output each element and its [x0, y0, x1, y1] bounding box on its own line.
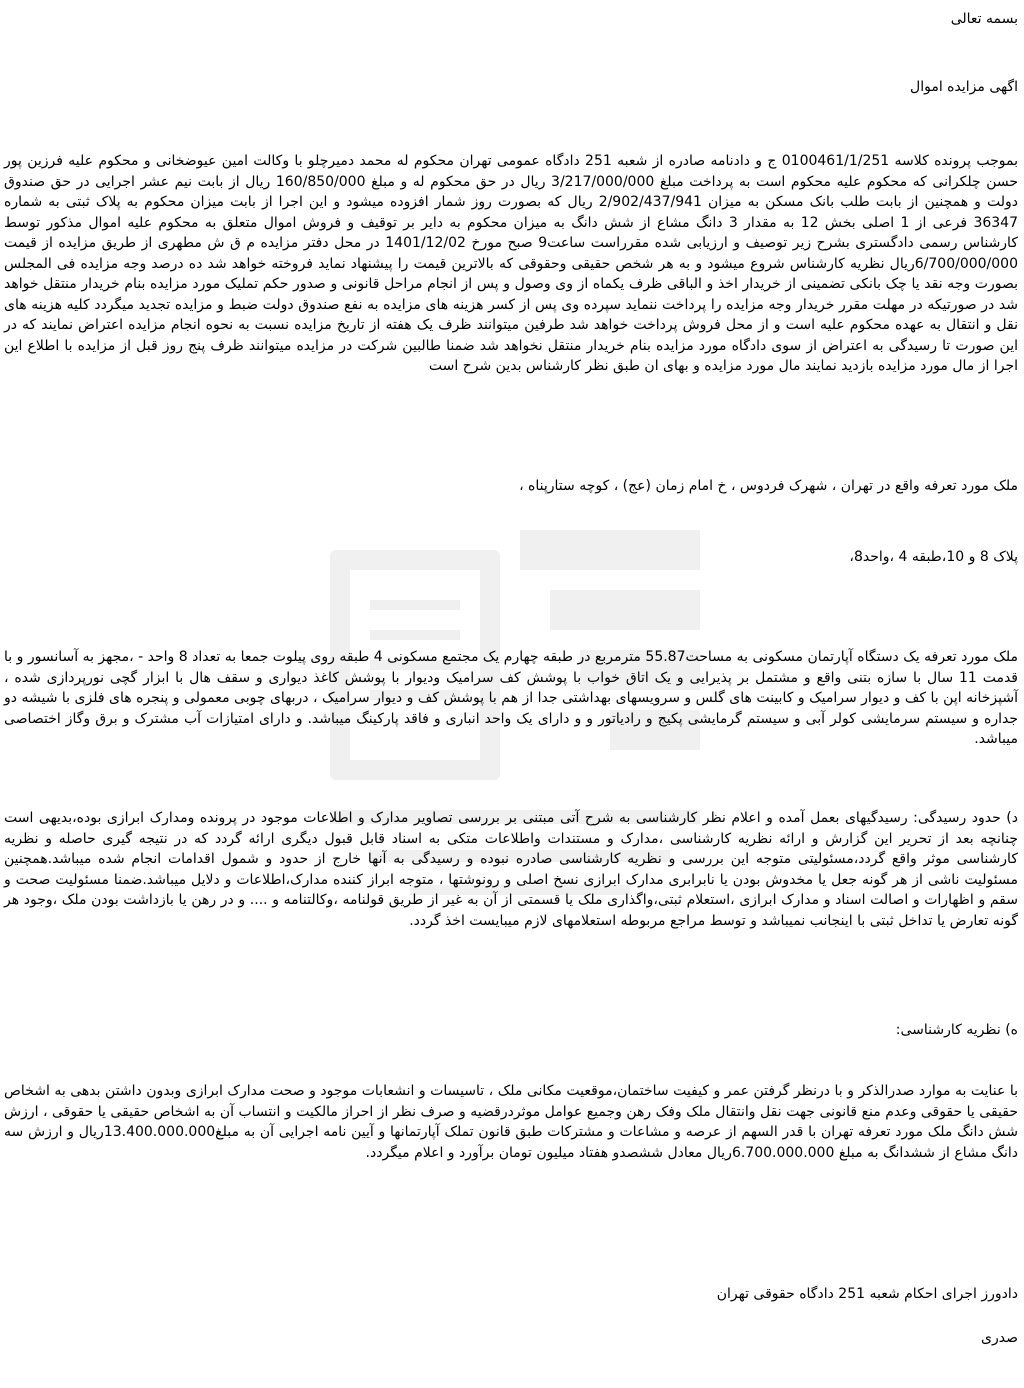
page-title: اگهی مزایده اموال: [910, 79, 1018, 95]
heading: بسمه تعالی: [950, 11, 1018, 27]
property-description: ملک مورد تعرفه یک دستگاه آپارتمان مسکونی به مساحت55.87 مترمربع در طبقه چهارم یک مجتمع مسکونی 4 طبقه روی پیلوت جمعا به تعداد 8 واحد - ،مجهز به آسانسور و با قدمت 11 سال با سازه بتنی واقع و مشتمل بر پذیرایی و یک اتاق خواب با پوشش کف سرامیک ودیوار با پوشش کاغذ دیواری و سقف هال با ابزار گچی نورپردازی شده ، آشپزخانه اپن با کف و دیوار سرامیک و کابینت های گلس و سرویسهای بهداشتی جدا از هم با پوشش کف و دیوار سرامیک ، دربهای چوبی معمولی و پنجره های فلزی با شیشه دو جداره و سیستم سرمایشی کولر آبی و سیستم گرمایشی پکیج و رادیاتور و و دارای یک واحد انباری و فاقد پارکینگ میباشد. و دارای امتیازات آب مشترک و برق وگاز اختصاصی میباشد.: [4, 649, 1019, 747]
review-scope-paragraph: د) حدود رسیدگی: رسیدگیهای بعمل آمده و اعلام نظر کارشناسی به شرح آتی مبتنی بر بررسی تصاویر مدارک و اطلاعات موجود در پرونده ومدارک ابرازی بوده،بدیهی است چنانچه بعد از تحریر این گزارش و ارائه نظریه کارشناسی ،مدارک و مستندات واطلاعات متکی به اسناد قابل قبول دیگری ارائه گردد که در نتیجه گیری حاصله و نظریه کارشناسی موثر واقع گردد،مسئولیتی متوجه این بررسی و نظریه کارشناسی صادره نبوده و رسیدگی به آنها خارج از حدود و شمول اقدامات انجام شده میباشد.همچنین مسئولیت ناشی از هر گونه جعل یا مخدوش بودن یا نابرابری مدارک ابرازی نسخ اصلی و رونوشتها ، متوجه ابراز کننده مدارک،اطلاعات و دلایل میباشد.ضمنا مسئولیت صحت و سقم و اظهارات و اصالت اسناد و مدارک ابرازی ،استعلام ثبتی،واگذاری ملک یا قسمتی از آن به غیر از طریق قولنامه ،وکالتنامه و .... و در رهن یا بازداشت بودن ملک ،وجود هر گونه تعارض یا تداخل ثبتی با اینجانب نمیباشد و توسط مراجع مربوطه استعلامهای لازم میبایست اخذ گردد.: [4, 810, 1018, 929]
expert-opinion-paragraph: با عنایت به موارد صدرالذکر و با درنظر گرفتن عمر و کیفیت ساختمان،موقعیت مکانی ملک ، تاسیسات و انشعابات موجود و صحت مدارک ابرازی وبدون داشتن بدهی به اشخاص حقیقی یا حقوقی وعدم منع قانونی جهت نقل وانتقال ملک وفک رهن وجمیع عوامل موثردرقضیه و صرف نظر از احراز مالکیت و انتساب آن به اشخاص حقیقی یا حقوقی ، ارزش شش دانگ ملک مورد تعرفه تهران با قدر السهم از عرصه و مشاعات و مشترکات طبق قانون تملک آپارتمانها و آیین نامه اجرایی آن به مبلغ13.400.000.000ریال و ارزش سه دانگ مشاع از ششدانگ به مبلغ 6.700.000.000ریال معادل ششصدو هفتاد میلیون تومان برآورد و اعلام میگردد.: [4, 1083, 1018, 1161]
signature-name: صدری: [981, 1330, 1018, 1346]
property-address: ملک مورد تعرفه واقع در تهران ، شهرک فردوس ، خ امام زمان (عج) ، کوچه ستارپناه ،: [519, 478, 1018, 494]
opinion-heading: ه) نظریه کارشناسی:: [895, 1022, 1018, 1038]
property-plaque: پلاک 8 و 10،طبقه 4 ،واحد8،: [849, 549, 1018, 565]
signature-line: دادورز اجرای احکام شعبه 251 دادگاه حقوقی تهران: [716, 1286, 1018, 1302]
intro-paragraph: بموجب پرونده کلاسه 0100461/1/251 ج و دادنامه صادره از شعبه 251 دادگاه عمومی تهران محکوم له محمد دمیرچلو با وکالت امین عیوضخانی و محکوم علیه فرزین پور حسن چلکرانی که محکوم علیه محکوم است به پرداخت مبلغ 3/217/000/000 ریال در حق محکوم له و مبلغ 160/850/000 ریال از بابت نیم عشر اجرایی در حق صندوق دولت و همچنین از بابت طلب بانک مسکن به میزان 2/902/437/941 ریال که بصورت روز شمار افزوده میشود و این اجرا از بابت میزان محکوم به پلاک ثبتی به شماره 36347 فرعی از 1 اصلی بخش 12 به مقدار 3 دانگ مشاع از شش دانگ به میزان محکوم به دایر بر توقیف و فروش اموال متعلق به محکوم علیه اموال مذکور توسط کارشناس رسمی دادگستری بشرح زیر توصیف و ارزیابی شده مقرراست ساعت9 صبح مورخ 1401/12/02 در محل دفتر مزایده م ق ش مطهری از طریق مزایده از قیمت 6/700/000/000ریال نظریه کارشناس شروع میشود و به هر شخص حقیقی وحقوقی که بالاترین قیمت را پیشنهاد نماید فروخته خواهد شد ده درصد وجه مزایده فی المجلس بصورت وجه نقد یا چک بانکی تضمینی از خریدار اخذ و الباقی ظرف یکماه از وی وصول و پس از انجام مراحل قانونی و صدور حکم تملیک مورد مزایده بنام خریدار منتقل خواهد شد در صورتیکه در مهلت مقرر خریدار وجه مزایده را پرداخت ننماید سپرده وی پس از کسر هزینه های مزایده به نفع صندوق دولت ضبط و مزایده تجدید میگردد کلیه هزینه های نقل و انتقال به عهده محکوم علیه است و از محل فروش پرداخت خواهد شد طرفین میتوانند ظرف یک هفته از تاریخ مزایده نسبت به نحوه انجام مزایده اعتراض نمایند که در این صورت تا رسیدگی به اعتراض از سوی دادگاه مورد مزایده بنام خریدار منتقل نخواهد شد ضمنا طالبین شرکت در مزایده میتوانند ظرف پنج روز قبل از مزایده با اطلاع این اجرا از مال مورد مزایده بازدید نمایند مال مورد مزایده و بهای ان طبق نظر کارشناس بدین شرح است: [4, 153, 1018, 374]
